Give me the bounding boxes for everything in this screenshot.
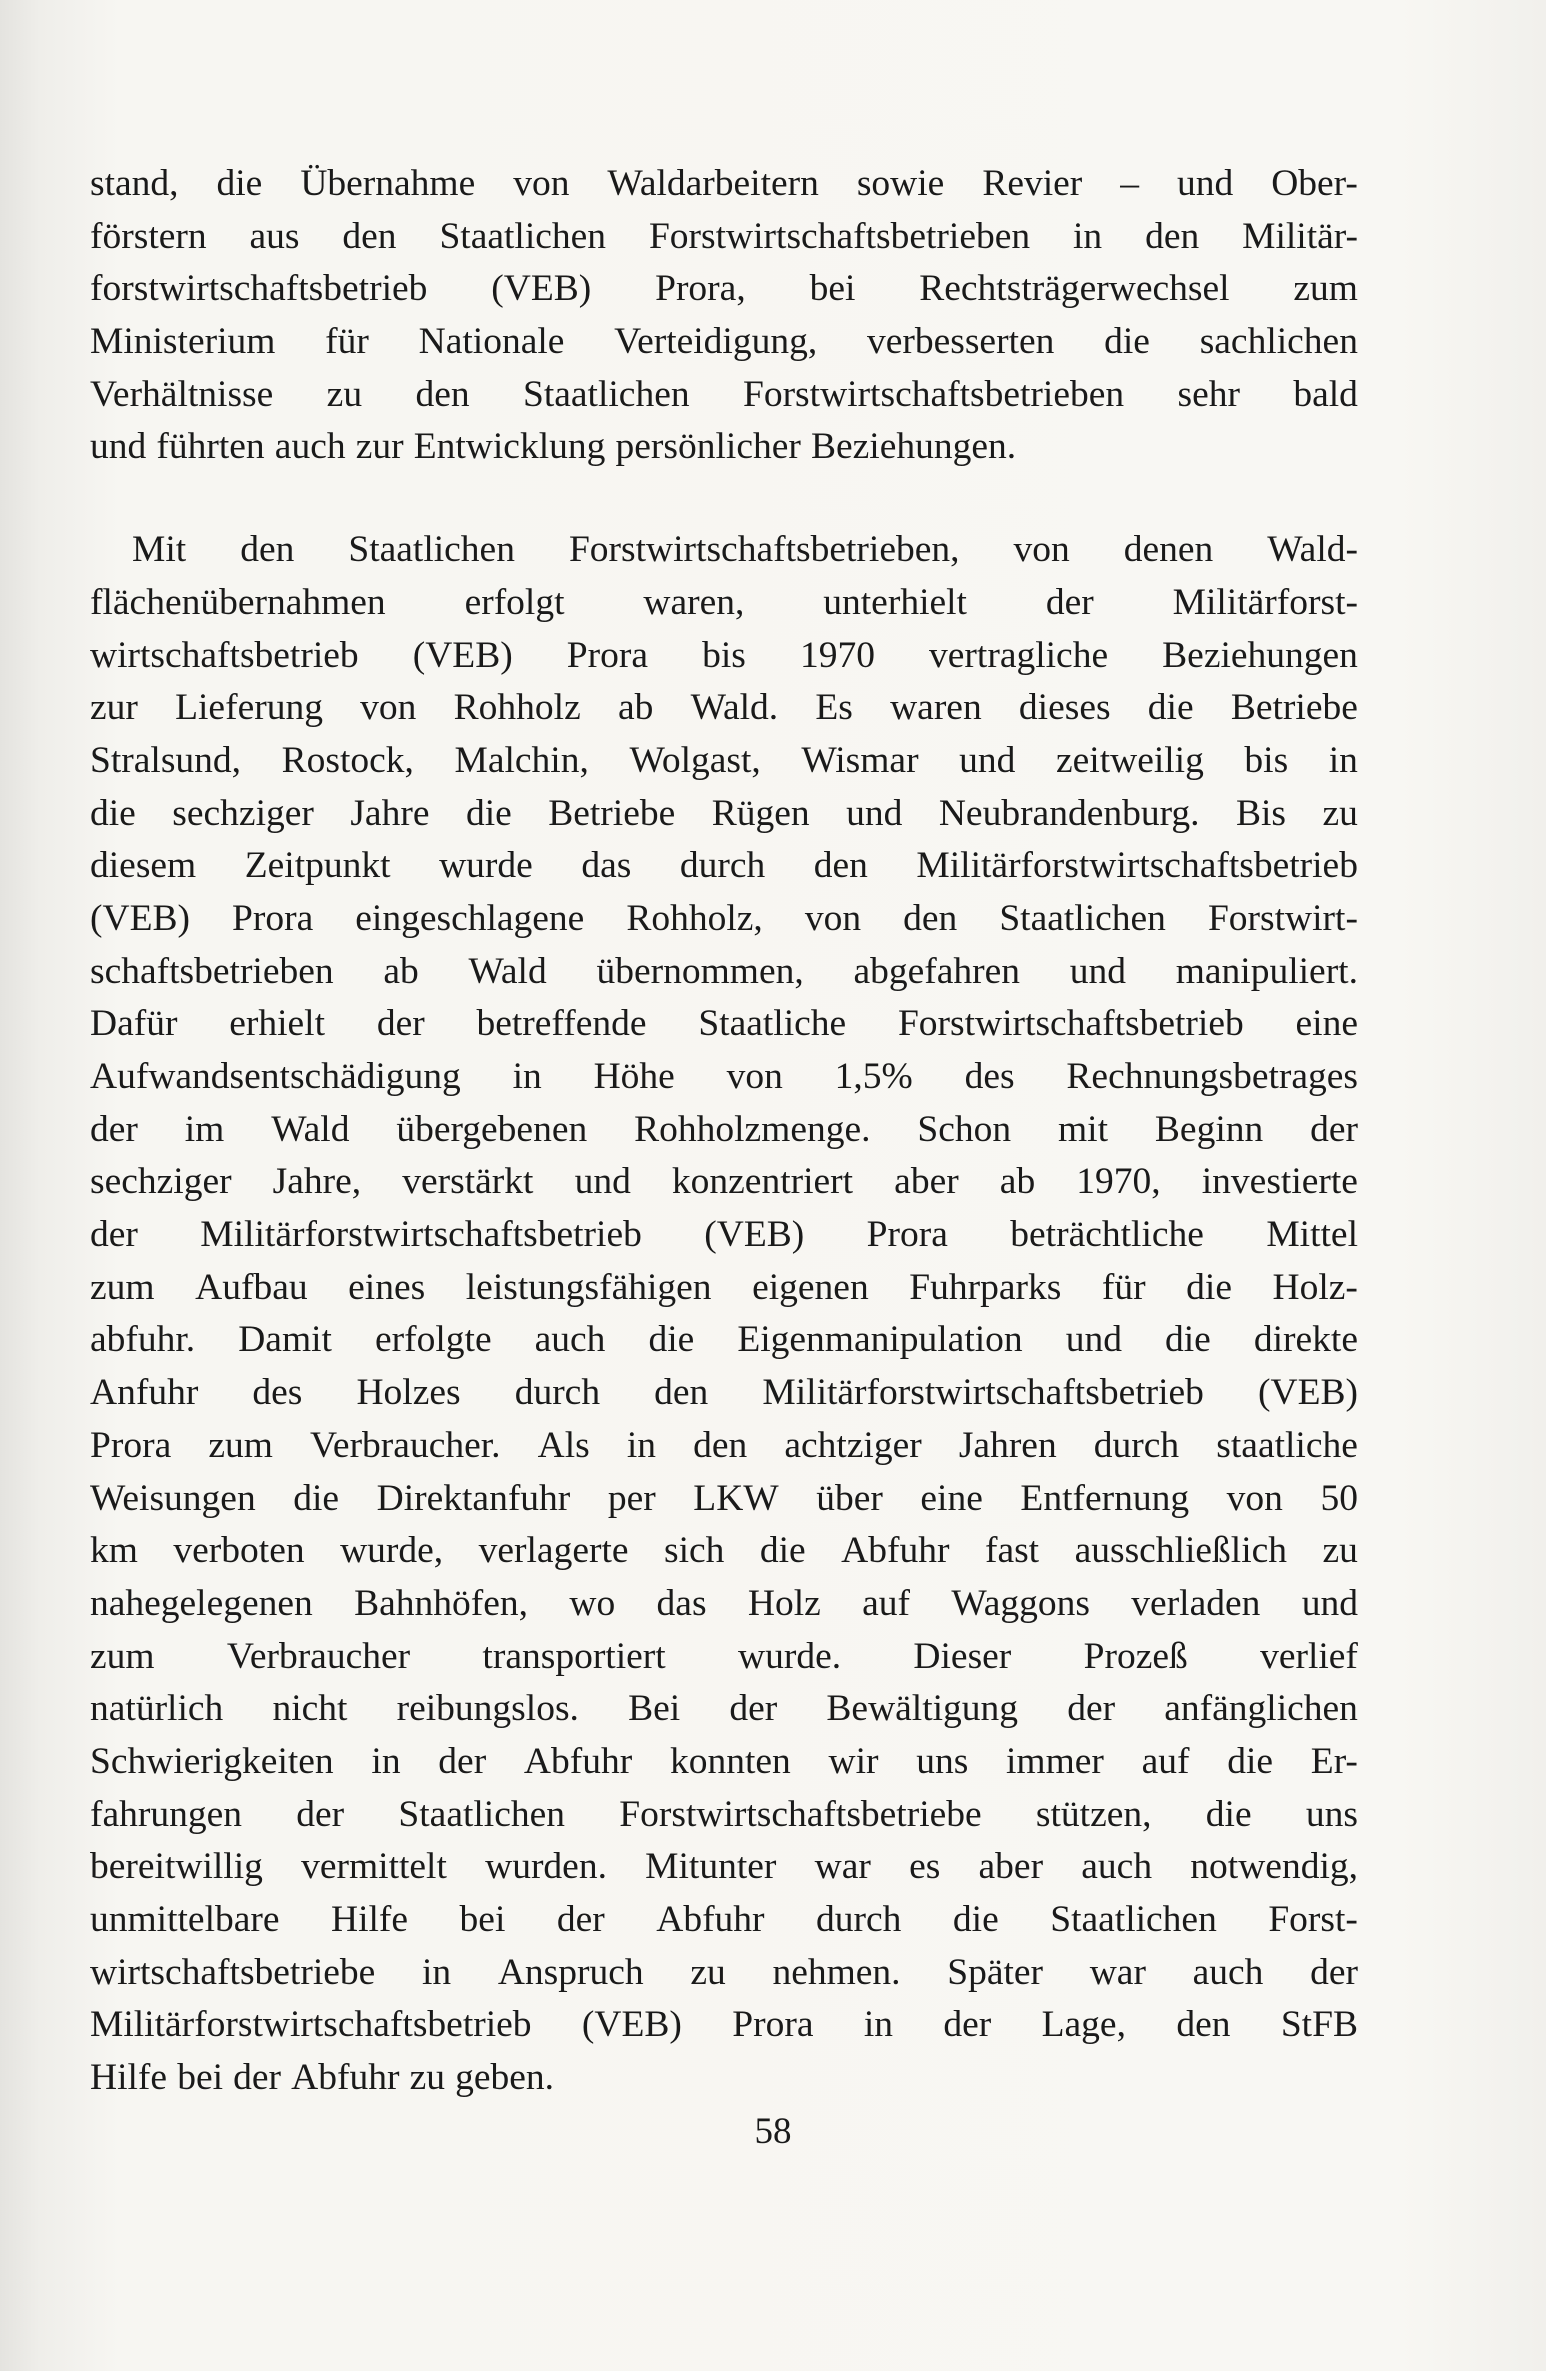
- text-line: km verboten wurde, verlagerte sich die Abfuhr fast ausschließlich zu: [90, 1530, 1358, 1572]
- text-line: zum Aufbau eines leistungsfähigen eigenen Fuhrparks für die Holz-: [90, 1266, 1358, 1308]
- text-line: sechziger Jahre, verstärkt und konzentriert aber ab 1970, investierte: [90, 1161, 1358, 1203]
- text-line: zur Lieferung von Rohholz ab Wald. Es waren dieses die Betriebe: [90, 687, 1358, 729]
- text-line: bereitwillig vermittelt wurden. Mitunter war es aber auch notwendig,: [90, 1846, 1358, 1888]
- text-line: wirtschaftsbetriebe in Anspruch zu nehmen. Später war auch der: [90, 1951, 1358, 1993]
- text-line: Mit den Staatlichen Forstwirtschaftsbetrieben, von denen Wald-: [132, 529, 1358, 571]
- text-line: diesem Zeitpunkt wurde das durch den Militärforstwirtschaftsbetrieb: [90, 845, 1358, 887]
- paragraph: [90, 524, 1358, 2105]
- text-line: die sechziger Jahre die Betriebe Rügen und Neubrandenburg. Bis zu: [90, 792, 1358, 834]
- page-number: 58: [754, 2111, 792, 2152]
- page-body-text: [90, 158, 1358, 2105]
- text-line: Aufwandsentschädigung in Höhe von 1,5% des Rechnungsbetrages: [90, 1056, 1358, 1097]
- text-line: (VEB) Prora eingeschlagene Rohholz, von den Staatlichen Forstwirt-: [90, 897, 1358, 939]
- paragraph: [90, 158, 1358, 474]
- text-line: stand, die Übernahme von Waldarbeitern sowie Revier – und Ober-: [90, 163, 1358, 204]
- text-line: der Militärforstwirtschaftsbetrieb (VEB) Prora beträchtliche Mittel: [90, 1214, 1358, 1256]
- text-line: Stralsund, Rostock, Malchin, Wolgast, Wismar und zeitweilig bis in: [90, 739, 1358, 781]
- text-line: Dafür erhielt der betreffende Staatliche Forstwirtschaftsbetrieb eine: [90, 1003, 1358, 1045]
- text-line: flächenübernahmen erfolgt waren, unterhielt der Militärforst-: [90, 581, 1358, 623]
- text-line: Weisungen die Direktanfuhr per LKW über eine Entfernung von 50: [90, 1477, 1358, 1519]
- text-line: der im Wald übergebenen Rohholzmenge. Schon mit Beginn der: [90, 1108, 1358, 1150]
- text-line: nahegelegenen Bahnhöfen, wo das Holz auf Waggons verladen und: [90, 1582, 1358, 1624]
- text-line: zum Verbraucher transportiert wurde. Dieser Prozeß verlief: [90, 1635, 1358, 1677]
- text-line: unmittelbare Hilfe bei der Abfuhr durch die Staatlichen Forst-: [90, 1899, 1358, 1940]
- text-line: Hilfe bei der Abfuhr zu geben.: [90, 2057, 555, 2099]
- text-line: Prora zum Verbraucher. Als in den achtziger Jahren durch staatliche: [90, 1424, 1358, 1466]
- text-line: schaftsbetrieben ab Wald übernommen, abgefahren und manipuliert.: [90, 950, 1358, 992]
- text-line: Schwierigkeiten in der Abfuhr konnten wir uns immer auf die Er-: [90, 1740, 1358, 1782]
- text-line: Verhältnisse zu den Staatlichen Forstwirtschaftsbetrieben sehr bald: [90, 373, 1358, 415]
- text-line: und führten auch zur Entwicklung persönlicher Beziehungen.: [90, 426, 1017, 468]
- text-line: Ministerium für Nationale Verteidigung, verbesserten die sachlichen: [90, 321, 1358, 363]
- text-line: förstern aus den Staatlichen Forstwirtschaftsbetrieben in den Militär-: [90, 215, 1358, 257]
- text-line: Militärforstwirtschaftsbetrieb (VEB) Prora in der Lage, den StFB: [90, 2004, 1358, 2046]
- text-line: natürlich nicht reibungslos. Bei der Bewältigung der anfänglichen: [90, 1688, 1358, 1730]
- paragraph-gap: [90, 474, 1358, 524]
- text-line: wirtschaftsbetrieb (VEB) Prora bis 1970 vertragliche Beziehungen: [90, 634, 1358, 676]
- text-line: Anfuhr des Holzes durch den Militärforstwirtschaftsbetrieb (VEB): [90, 1372, 1358, 1414]
- text-line: forstwirtschaftsbetrieb (VEB) Prora, bei Rechtsträgerwechsel zum: [90, 268, 1358, 310]
- text-line: abfuhr. Damit erfolgte auch die Eigenmanipulation und die direkte: [90, 1319, 1358, 1361]
- text-line: fahrungen der Staatlichen Forstwirtschaftsbetriebe stützen, die uns: [90, 1793, 1358, 1835]
